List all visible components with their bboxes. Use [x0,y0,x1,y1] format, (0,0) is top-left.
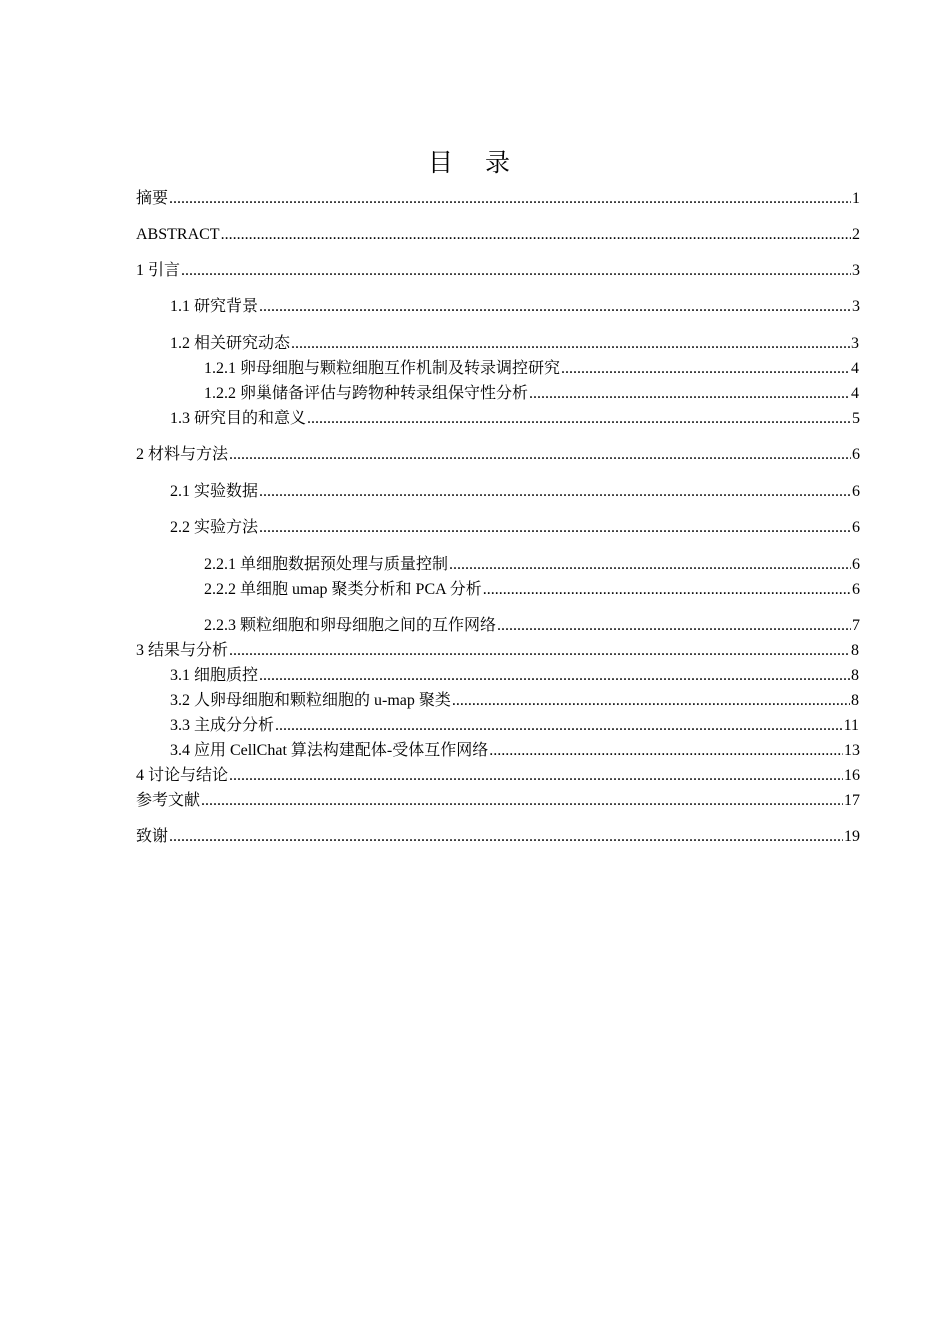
toc-entry [170,333,859,355]
toc-entry-page: 2 [852,226,860,243]
toc-entry-page: 17 [844,792,860,809]
toc-entry [170,690,859,712]
toc-leader-dots [259,665,850,687]
toc-entry-page: 6 [852,519,860,536]
toc-entry [136,224,860,246]
toc-entry-text: 3.3 主成分分析 [170,717,275,734]
toc-entry-text: 2.2.1 单细胞数据预处理与质量控制 [204,556,449,573]
toc-entry [170,740,860,762]
toc-title: 目 录 [428,148,522,177]
toc-entry-page: 13 [844,742,860,759]
toc-entry-text: 摘要 [136,190,169,207]
toc-entry-page: 4 [851,360,859,377]
toc-entry-text: 2.2 实验方法 [170,519,259,536]
toc-leader-dots [275,715,843,737]
toc-entry-text: 2.2.3 颗粒细胞和卵母细胞之间的互作网络 [204,617,497,634]
toc-entry-page: 8 [851,642,859,659]
toc-entry-text: 1.3 研究目的和意义 [170,410,307,427]
toc-leader-dots [489,740,843,762]
toc-entry-page: 1 [852,190,860,207]
toc-entry-text: 1.2 相关研究动态 [170,335,291,352]
toc-entry [136,790,860,812]
toc-entry-text: 2 材料与方法 [136,446,229,463]
toc-leader-dots [291,333,850,355]
toc-leader-dots [181,260,851,282]
toc-leader-dots [497,615,851,637]
toc-entry [136,640,859,662]
toc-entry-page: 16 [844,767,860,784]
toc-entry-page: 11 [843,717,859,734]
toc-entry-text: 3.1 细胞质控 [170,667,259,684]
toc-leader-dots [452,690,850,712]
toc-leader-dots [307,408,851,430]
toc-entry-text: 1.2.1 卵母细胞与颗粒细胞互作机制及转录调控研究 [204,360,561,377]
toc-entry [136,826,860,848]
toc-entry-text: 参考文献 [136,792,201,809]
toc-leader-dots [229,444,851,466]
toc-entry [170,296,860,318]
toc-leader-dots [259,481,851,503]
toc-leader-dots [229,765,843,787]
toc-entry [204,554,860,576]
toc-leader-dots [169,826,843,848]
toc-entry-text: 3 结果与分析 [136,642,229,659]
toc-entry-text: 致谢 [136,828,169,845]
toc-entry [204,615,860,637]
toc-entry-text: 3.2 人卵母细胞和颗粒细胞的 u-map 聚类 [170,692,451,709]
toc-entry-page: 6 [852,483,860,500]
toc-entry [204,383,859,405]
toc-leader-dots [221,224,851,246]
toc-entry [136,444,860,466]
toc-entry-text: 2.1 实验数据 [170,483,259,500]
toc-entry-text: 3.4 应用 CellChat 算法构建配体-受体互作网络 [170,742,489,759]
toc-entry-page: 3 [852,262,860,279]
toc-entry-page: 19 [844,828,860,845]
toc-leader-dots [259,296,851,318]
toc-entry-text: 4 讨论与结论 [136,767,229,784]
toc-entry [136,765,860,787]
toc-entry [204,579,860,601]
toc-entry [170,517,860,539]
toc-entry-text: 1.2.2 卵巢储备评估与跨物种转录组保守性分析 [204,385,529,402]
toc-entry [170,715,859,737]
toc-leader-dots [169,188,851,210]
toc-leader-dots [229,640,850,662]
toc-entry [170,665,859,687]
toc-entry-page: 3 [852,298,860,315]
toc-entry [136,260,860,282]
toc-entry-page: 6 [852,556,860,573]
toc-leader-dots [201,790,843,812]
toc-leader-dots [529,383,850,405]
toc-entry-page: 8 [851,692,859,709]
toc-entry [170,408,860,430]
toc-leader-dots [483,579,851,601]
toc-entry [136,188,860,210]
toc-entry-text: 1 引言 [136,262,181,279]
toc-entry-page: 8 [851,667,859,684]
toc-entry-text: ABSTRACT [136,226,220,243]
toc-leader-dots [259,517,851,539]
toc-entry-page: 3 [851,335,859,352]
toc-entry-page: 4 [851,385,859,402]
toc-entry-page: 6 [852,581,860,598]
toc-entry-page: 6 [852,446,860,463]
toc-leader-dots [449,554,851,576]
toc-entry-page: 7 [852,617,860,634]
toc-entry-page: 5 [852,410,860,427]
toc-entry [204,358,859,380]
toc-entry-text: 1.1 研究背景 [170,298,259,315]
toc-entry [170,481,860,503]
toc-entry-text: 2.2.2 单细胞 umap 聚类分析和 PCA 分析 [204,581,482,598]
toc-leader-dots [561,358,850,380]
